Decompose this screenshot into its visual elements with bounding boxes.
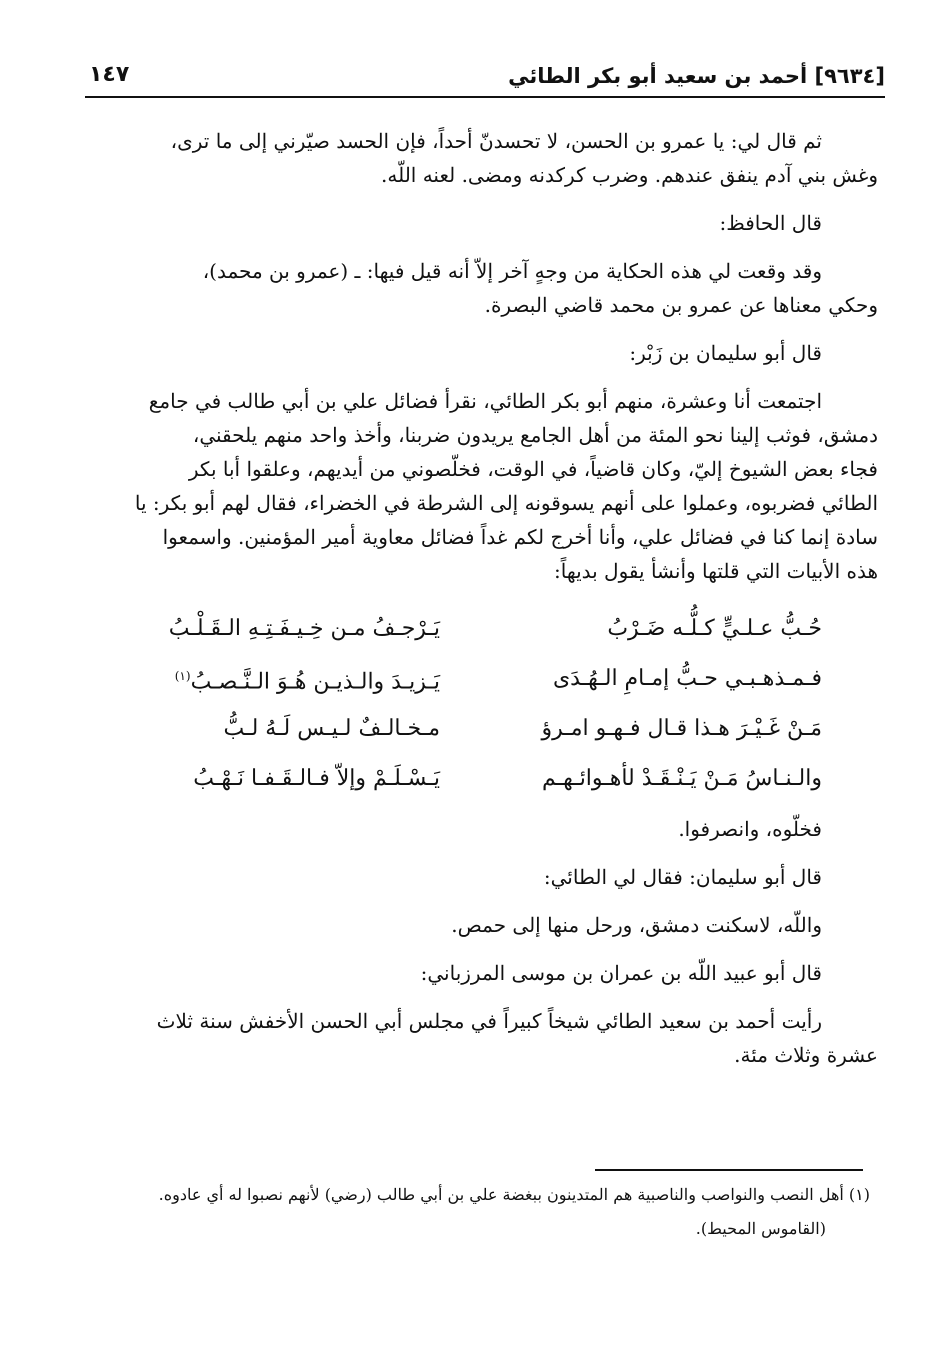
verse-second-text: يَـزيـدَ والـذيـن هُـوَ الـنَّـصـبُ [190, 669, 440, 695]
verse-first-hemistich: حُـبُّ عـلـيٍّ كـلُّـه ضَـرْبُ [607, 616, 822, 641]
paragraph-line: الطائي فضربوه، وعملوا على أنهم يسوقونه إلى الشرطة في الخضراء، فقال لهم أبو بكر: يا [134, 491, 878, 515]
footnote-divider [595, 1169, 863, 1171]
paragraph-line: وقد وقعت لي هذه الحكاية من وجهٍ آخر إلاّ أنه قيل فيها: ـ (عمرو بن محمد)، [202, 259, 822, 283]
footnote-line: (القاموس المحيط). [695, 1219, 826, 1238]
paragraph-line: سادة إنما كنا في فضائل علي، وأنا أخرج لكم غداً فضائل معاوية أمير المؤمنين. واسمعوا [162, 525, 878, 549]
header-title: [٩٦٣٤] أحمد بن سعيد أبو بكر الطائي [508, 64, 885, 88]
narrator-line: قال أبو سليمان: فقال لي الطائي: [543, 865, 822, 889]
verse-second-text: مـخـالـفٌ لـيـس لَـهُ لـبُّ [223, 716, 440, 741]
paragraph-line: وغش بني آدم ينفق عندهم. وضرب كركدنه ومضى. لعنه اللّه. [381, 163, 878, 187]
paragraph-line: وحكي معناها عن عمرو بن محمد قاضي البصرة. [484, 293, 878, 317]
paragraph-line: رأيت أحمد بن سعيد الطائي شيخاً كبيراً في مجلس أبي الحسن الأخفش سنة ثلاث [156, 1009, 822, 1033]
paragraph-line: ثم قال لي: يا عمرو بن الحسن، لا تحسدنّ أحداً، فإن الحسد صيّرني إلى ما ترى، [170, 129, 822, 153]
narrator-line: قال الحافظ: [719, 211, 822, 235]
poem [78, 604, 878, 804]
footnote-line: (١) أهل النصب والنواصب والناصبية هم المتدينون ببغضة علي بن أبي طالب (رضي) لأنهم نصبوا له أي عادوه. [158, 1185, 870, 1204]
page-number: ١٤٧ [89, 62, 130, 87]
paragraph-line: اجتمعت أنا وعشرة، منهم أبو بكر الطائي، نقرأ فضائل علي بن أبي طالب في جامع [148, 389, 822, 413]
paragraph-line: فخلّوه، وانصرفوا. [678, 817, 822, 841]
verse-second-hemistich [130, 659, 440, 699]
verse-first-hemistich: والـنـاسُ مَـنْ يَـنْـقَـدْ لأهـوائـهـم [542, 766, 822, 791]
verse-first-hemistich: مَـنْ غَـيْـرَ هـذا قـال فـهـو امـرؤ [541, 716, 822, 741]
verse-second-text: يَـرْجـفُ مـن خِـيـفَـتِـهِ الـقَـلْـبُ [168, 616, 440, 641]
footnotes [70, 1178, 870, 1246]
verse-first-hemistich: فـمـذهـبـي حـبُّ إمـامِ الـهُـدَى [552, 666, 822, 691]
paragraph-line: دمشق، فوثب إلينا نحو المئة من أهل الجامع يريدون ضربنا، وأخذ واحد منهم يلحقني، [192, 423, 878, 447]
poem-verse [78, 604, 822, 654]
verse-second-hemistich [130, 612, 440, 646]
verse-second-hemistich [130, 762, 440, 796]
verse-second-hemistich [130, 712, 440, 746]
poem-verse [78, 654, 822, 704]
paragraph-line: واللّه، لاسكنت دمشق، ورحل منها إلى حمص. [451, 913, 822, 937]
paragraph-line: فجاء بعض الشيوخ إليّ، وكان قاضياً، في الوقت، فخلّصوني من أيديهم، وعلقوا أبا بكر [188, 457, 878, 481]
paragraph-line: هذه الأبيات التي قلتها وأنشأ يقول بديهاً: [554, 559, 878, 583]
narrator-line: قال أبو عبيد اللّه بن عمران بن موسى المرزباني: [420, 961, 822, 985]
narrator-line: قال أبو سليمان بن زَبْر: [629, 341, 822, 365]
poem-verse [78, 754, 822, 804]
main-text [78, 124, 878, 1072]
verse-second-text: يَـسْـلَـمْ وإلاّ فـالـقَـفـا نَـهْـبُ [193, 766, 440, 791]
running-header [85, 58, 885, 98]
footnote-marker: (١) [174, 668, 191, 683]
poem-verse [78, 704, 822, 754]
paragraph-line: عشرة وثلاث مئة. [734, 1043, 878, 1067]
